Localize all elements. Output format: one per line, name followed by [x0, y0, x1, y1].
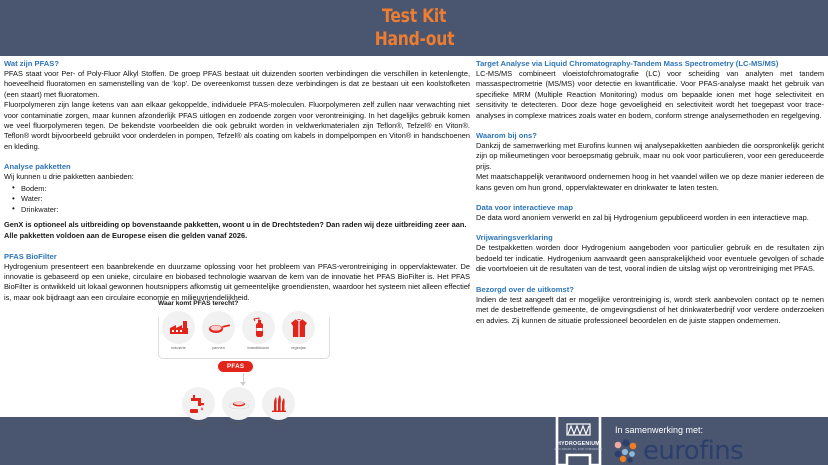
destination-label: drinkwater [189, 422, 208, 426]
left-column [4, 58, 470, 303]
page-footer [0, 417, 828, 465]
food-plate-icon-svg [228, 397, 250, 411]
environment-icon-svg [269, 394, 289, 414]
right-column [476, 58, 824, 326]
source-regenjas [282, 311, 315, 350]
destination-milieu [262, 387, 295, 426]
source-label: pannen [212, 346, 225, 350]
infographic-body [158, 311, 330, 426]
pfas-sources-row [158, 311, 330, 350]
source-industrie [162, 311, 195, 350]
list-item: • Bodem: [4, 184, 470, 195]
section-data-interactieve-map [476, 202, 824, 223]
pfas-destinations-wrap [158, 387, 330, 426]
section-target-analyse [476, 58, 824, 121]
packages-intro: Wij kunnen u drie pakketten aanbieden: [4, 172, 134, 182]
section-paragraph: Hydrogenium presenteert een baanbrekende en duurzame oplossing voor het probleem van PFAS-verontreiniging in oppervlaktewater. De innovatie is gebaseerd op een unieke, circulaire en biobased technologie waarvan de kern van de innovatie het PFAS BioFilter is. Het PFAS BioFilter is ontwikkeld uit lokaal gewonnen houtsnippers afkomstig uit gemeentelijke groendiensten, waardoor het systeem niet alleen effectief is, maar ook bijdraagt aan een circulaire economie en milieuvriendelijkheid. [4, 261, 470, 302]
fire-extinguisher-icon [242, 311, 275, 344]
frying-pan-icon-svg [208, 321, 230, 335]
eurofins-wordmark: eurofins [643, 436, 744, 465]
destination-label: voedsel [231, 422, 246, 426]
destination-label: milieu [273, 422, 284, 426]
hydrogenium-tagline: ECO-SMART FIL FOR TOMORROW [554, 448, 603, 451]
pfas-pathway-infographic [140, 300, 470, 426]
section-heading: Data voor interactieve map [476, 203, 574, 213]
spacer [476, 193, 824, 202]
list-item: • Water: [4, 194, 470, 205]
section-paragraph: LC-MS/MS combineert vloeistofchromatografie (LC) voor scheiding van analyten met tandem massaspectrometrie (MS/MS) voor detectie en kwantificatie. Voor PFAS-analyse maakt het gebruik van specifieke MRM (Multiple Reaction Monitoring) modus om bepaalde ionen met hoge selectiviteit en sensitivity te detecteren. Door deze hoge gevoeligheid en selectiviteit wordt het toegepast voor trace-analyses in complexe matrices zoals water en bodem, conform strenge analysemethoden en regelgeving. [476, 69, 824, 120]
section-vrijwaringsverklaring [476, 232, 824, 274]
infographic-title: Waar komt PFAS terecht? [158, 300, 239, 307]
source-brandblusser [242, 311, 275, 350]
hydrogenium-logo [551, 405, 606, 465]
packages-list [4, 184, 470, 216]
tap-water-icon [182, 387, 215, 420]
page-title-line2: Hand-out [374, 28, 454, 50]
destination-drinkwater [182, 387, 215, 426]
section-pfas-biofilter [4, 251, 470, 304]
source-pannen [202, 311, 235, 350]
raincoat-icon [282, 311, 315, 344]
source-label: regenjas [291, 346, 306, 350]
section-paragraph: PFAS staat voor Per- of Poly-Fluor Alkyl Stoffen. De groep PFAS bestaat uit duizenden soorten verbindingen die verschillen in ketenlengte, hoeveelheid fluoratomen en samenstelling van de 'kop'. De overeenkomst tussen deze verbindingen is dat ze bestaan uit een koolstofketen (een staart) met fluoratomen. [4, 69, 470, 99]
page-header [0, 0, 828, 56]
eurofins-dots-icon [613, 439, 639, 463]
source-label: brandblusser [247, 346, 270, 350]
section-paragraph: Met maatschappelijk verantwoord ondernemen hoog in het vaandel willen we op deze manier iedereen de kans geven om hun grond, oppervlaktewater en drinkwater te laten testen. [476, 172, 824, 192]
spacer [476, 223, 824, 232]
hydrogenium-logo-svg [551, 405, 606, 465]
spacer [4, 242, 470, 251]
flow-arrow-head [240, 382, 246, 386]
section-bezorgd-over-uitkomst [476, 284, 824, 326]
section-heading: Bezorgd over de uitkomst? [476, 284, 574, 294]
page-title-line1: Test Kit [381, 5, 447, 27]
frying-pan-icon [202, 311, 235, 344]
food-plate-icon [222, 387, 255, 420]
list-item: • Drinkwater: [4, 205, 470, 216]
section-waarom-bij-ons [476, 130, 824, 193]
genx-note-line2: Alle pakketten voldoen aan de Europese eisen die gelden vanaf 2026. [4, 231, 248, 241]
environment-icon [262, 387, 295, 420]
fire-extinguisher-icon-svg [252, 317, 266, 339]
section-heading: Target Analyse via Liquid Chromatography-Tandem Mass Spectrometry (LC-MS/MS) [476, 59, 779, 68]
section-paragraph: De data word anoniem verwerkt en zal bij Hydrogenium gepubliceerd worden in een interactieve map. [476, 213, 809, 223]
section-paragraph: Fluorpolymeren zijn lange ketens van aan elkaar gekoppelde, individuele PFAS-moleculen. Fluorpolymeren zelf zullen naar verwachting niet voor contaminatie zorgen, maar kunnen afzonderlijk PFAS uitlogen en zodoende zorgen voor verontreiniging. In het dagelijks gebruik komen we veel fluorpolymeren tegen. De bekendste voorbeelden die ook gebruikt worden in veldwerkmaterialen zijn Teflon®, Tefzel® en Viton®. Teflon® wordt bijvoorbeeld gebruikt voor onderdelen in pompen, Tefzel® als coating om kabels in dompelpompen en Viton® in handschoenen en kleding. [4, 100, 470, 151]
spacer [476, 121, 824, 130]
section-paragraph: Indien de test aangeeft dat er mogelijke verontreiniging is, wordt sterk aanbevolen contact op te nemen met de desbetreffende gemeente, de omgevingsdienst of het drinkwaterbedrijf voor verdere onderzoeken en advies. Zij kunnen de situatie professioneel beoordelen en de juiste stappen ondernemen. [476, 294, 824, 325]
pfas-badge: PFAS [218, 361, 253, 372]
factory-icon-svg [169, 320, 189, 336]
tap-water-icon-svg [189, 394, 209, 414]
section-heading: Analyse pakketten [4, 162, 71, 172]
section-paragraph: Dankzij de samenwerking met Eurofins kunnen wij analysepakketten aanbieden die oorspronkelijk gericht zijn op milieumetingen voor beroepsmatig gebruik, maar nu ook voor particulieren, voor een gereduceerde prijs. [476, 141, 824, 171]
source-label: industrie [171, 346, 186, 350]
factory-icon [162, 311, 195, 344]
cooperation-label: In samenwerking met: [615, 425, 704, 435]
section-heading: PFAS BioFilter [4, 251, 57, 261]
spacer [476, 275, 824, 284]
section-heading: Waarom bij ons? [476, 131, 537, 141]
section-wat-zijn-pfas [4, 58, 470, 152]
pfas-destinations-row [158, 387, 330, 426]
hydrogenium-wordmark: HYDROGENIUM [557, 441, 600, 447]
section-analyse-pakketten [4, 161, 470, 241]
genx-note-line1: GenX is optioneel als uitbreiding op bovenstaande pakketten, woont u in de Drechtsteden? Dan raden wij deze uitbreiding zeer aan. [4, 220, 467, 230]
spacer [4, 152, 470, 161]
section-paragraph: De testpakketten worden door Hydrogenium aangeboden voor particulier gebruik en de resultaten zijn bedoeld ter indicatie. Hydrogenium aanvaardt geen aansprakelijkheid voor eventuele gevolgen of schade die voortvloeien uit de resultaten van de test, vooral indien de uitslag wijst op verontreiniging met PFAS. [476, 243, 824, 274]
section-heading: Wat zijn PFAS? [4, 59, 59, 68]
raincoat-icon-svg [290, 317, 308, 339]
section-heading: Vrijwaringsverklaring [476, 233, 553, 243]
destination-voedsel [222, 387, 255, 426]
eurofins-logo [613, 438, 743, 464]
